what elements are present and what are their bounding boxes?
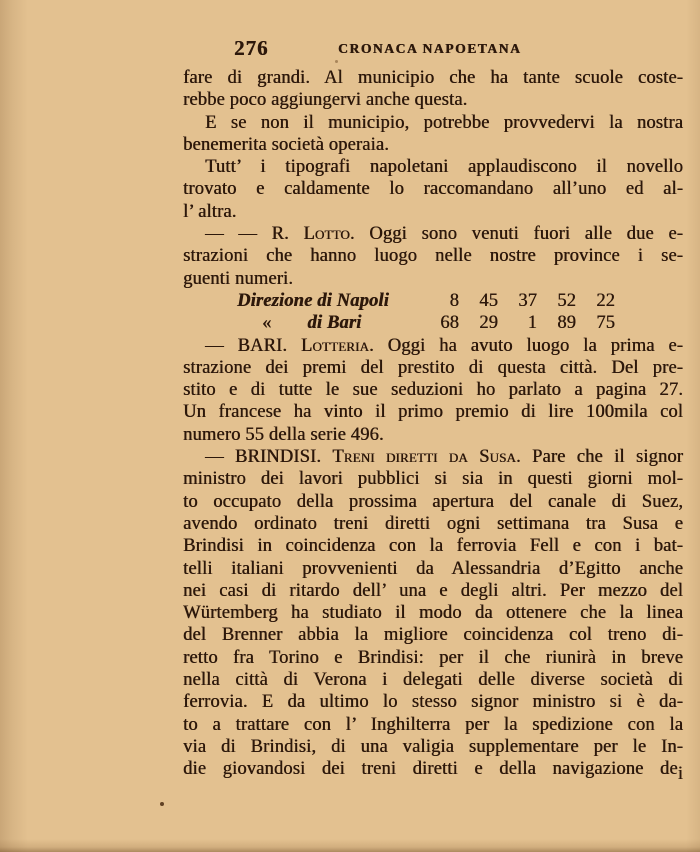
text-line: strazione dei premi del prestito di questa città. Del pre-: [183, 357, 683, 378]
text-line: nella città di Verona i delegati delle diverse società di: [183, 670, 683, 691]
text-line: numero 55 della serie 496.: [183, 424, 384, 445]
lottery-row-label: Direzione di Napoli: [237, 290, 389, 311]
lottery-number: 1: [527, 313, 537, 334]
lottery-number: 29: [479, 313, 498, 334]
lottery-number: 37: [518, 290, 537, 311]
text-line: strazioni che hanno luogo nelle nostre province i se-: [183, 246, 683, 267]
text-line: telli italiani provvenienti da Alessandria d’Egitto anche: [183, 558, 683, 579]
text-line: Un francese ha vinto il primo premio di lire 100mila col: [183, 402, 683, 423]
lottery-number: 68: [440, 313, 459, 334]
text-line: Würtemberg ha studiato il modo da ottenere che la linea: [183, 603, 683, 624]
scan-speck: [160, 802, 164, 806]
text-line: — — R. Lotto. Oggi sono venuti fuori alle due e-: [205, 224, 683, 245]
lottery-number: 52: [557, 290, 576, 311]
text-line: Tutt’ i tipografi napoletani applaudiscono il novello: [205, 157, 683, 178]
lottery-number: 22: [596, 290, 615, 311]
lottery-row: [183, 312, 683, 334]
text-line: nei casi di ritardo dell’ una e degli altri. Per mezzo del: [183, 580, 683, 601]
text-line: to a trattare con l’ Inghilterra per la spedizione con la: [183, 714, 683, 735]
text-line: stito e di tutte le sue seduzioni ho parlato a pagina 27.: [183, 380, 683, 401]
text-line: to occupato della prossima apertura del canale di Suez,: [183, 491, 683, 512]
text-line: trovato e caldamente lo raccomandano all’uno ed al-: [183, 179, 683, 200]
text-line: Brindisi in coincidenza con la ferrovia Fell e con i bat-: [183, 536, 683, 557]
text-line: — BRINDISI. Treni diretti da Susa. Pare che il signor: [205, 447, 683, 468]
text-line: ferrovia. E da ultimo lo stesso signor ministro si è da-: [183, 692, 683, 713]
text-line: — BARI. Lotteria. Oggi ha avuto luogo la prima e-: [205, 335, 683, 356]
text-line: fare di grandi. Al municipio che ha tante scuole coste-: [183, 68, 683, 88]
text-line: del Brenner abbia la migliore coincidenza col treno di-: [183, 625, 683, 646]
page-number: 276: [234, 36, 269, 60]
text-line: l’ altra.: [183, 201, 237, 222]
lottery-row-label: « di Bari: [262, 313, 362, 334]
text-line: via di Brindisi, di una valigia supplementare per le In-: [183, 736, 683, 757]
lottery-number: 8: [449, 290, 459, 311]
text-line: avendo ordinato treni diretti ogni settimana tra Susa e: [183, 513, 683, 534]
lottery-number: 89: [557, 313, 576, 334]
text-line: E se non il municipio, potrebbe provvedervi la nostra: [205, 112, 683, 133]
page-body: [183, 67, 683, 785]
lottery-number: 45: [479, 290, 498, 311]
text-line: guenti numeri.: [183, 268, 293, 289]
text-line: benemerita società operaia.: [183, 134, 389, 155]
scan-speck: [335, 60, 338, 63]
lottery-number: 75: [596, 313, 615, 334]
running-title: CRONACA NAPOETANA: [338, 41, 522, 56]
text-line: ministro dei lavori pubblici si sia in questi giorni mol-: [183, 469, 683, 490]
text-line: rebbe poco aggiungervi anche questa.: [183, 90, 468, 111]
text-line: die giovandosi dei treni diretti e della navigazione dei: [183, 759, 683, 785]
text-line: retto fra Torino e Brindisi: per il che riunirà in breve: [183, 647, 683, 668]
lottery-row: [183, 290, 683, 312]
